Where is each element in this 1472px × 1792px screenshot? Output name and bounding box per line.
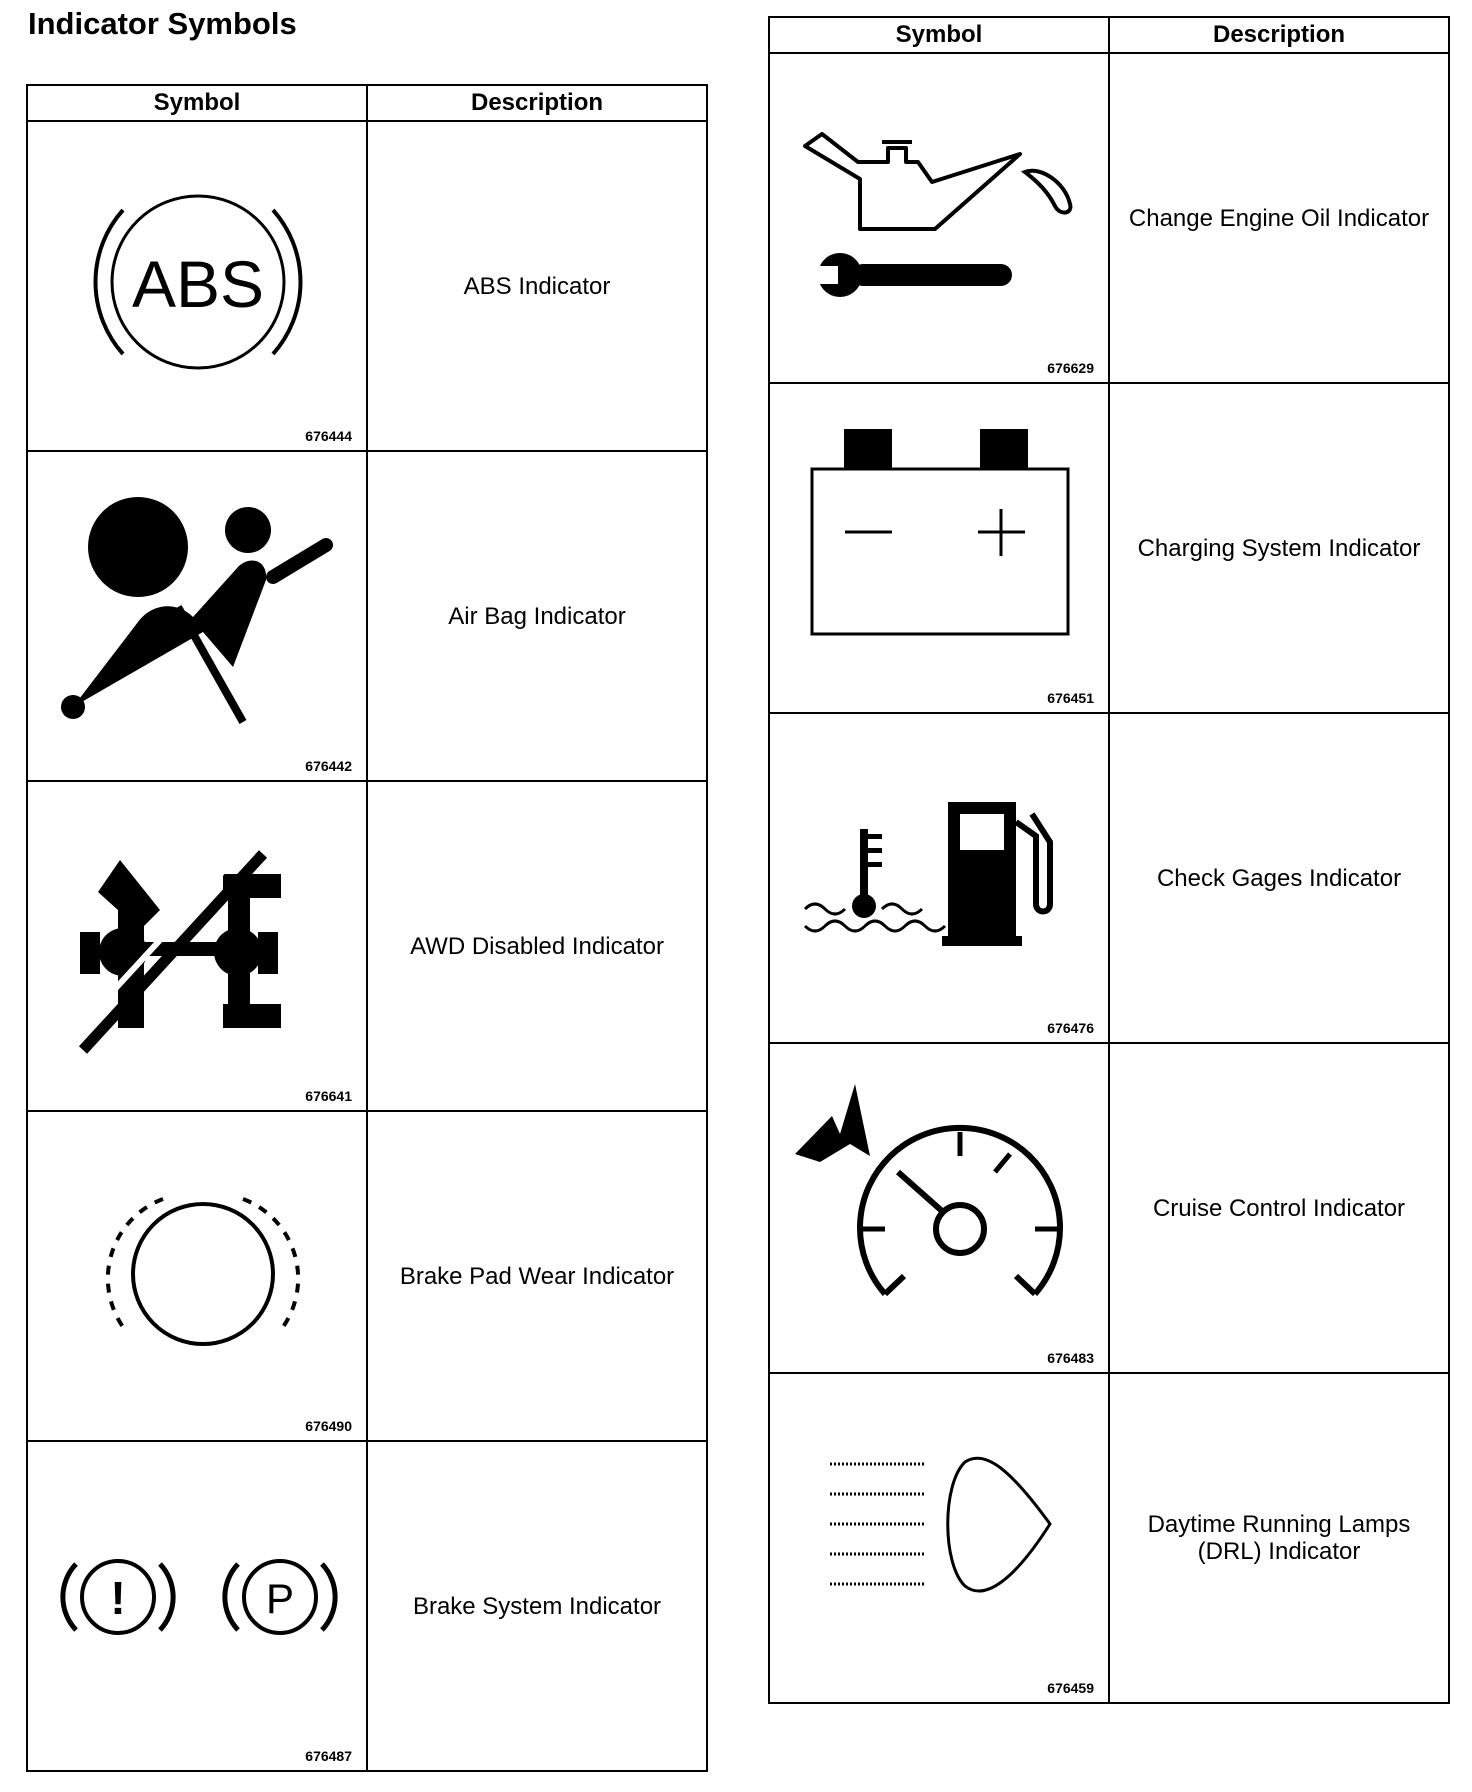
page-title: Indicator Symbols [28, 6, 297, 41]
abs-icon-text: ABS [131, 247, 265, 321]
indicator-table-left [26, 84, 708, 1772]
awd-disabled-icon [28, 782, 368, 1110]
symbol-cell [27, 121, 367, 451]
figure-code: 676483 [1047, 1350, 1094, 1366]
figure-code: 676629 [1047, 360, 1094, 376]
drl-icon [770, 1374, 1110, 1702]
figure-code: 676490 [305, 1418, 352, 1434]
table-row [769, 713, 1449, 1043]
symbol-cell [27, 451, 367, 781]
symbol-header: Symbol [769, 17, 1109, 53]
description-cell: Air Bag Indicator [367, 451, 707, 781]
brake-pad-wear-icon [28, 1112, 368, 1440]
table-row [769, 1043, 1449, 1373]
description-cell: Check Gages Indicator [1109, 713, 1449, 1043]
symbol-cell [27, 1441, 367, 1771]
charging-system-icon [770, 384, 1110, 712]
figure-code: 676442 [305, 758, 352, 774]
description-cell: Brake Pad Wear Indicator [367, 1111, 707, 1441]
parking-icon-text: P [265, 1575, 295, 1622]
air-bag-icon [28, 452, 368, 780]
table-row [27, 121, 707, 451]
description-cell: ABS Indicator [367, 121, 707, 451]
symbol-cell [769, 383, 1109, 713]
figure-code: 676487 [305, 1748, 352, 1764]
symbol-cell [27, 781, 367, 1111]
indicator-table-right [768, 16, 1450, 1704]
abs-icon [28, 122, 368, 450]
table-row [27, 1441, 707, 1771]
figure-code: 676459 [1047, 1680, 1094, 1696]
table-row [769, 383, 1449, 713]
table-row [27, 451, 707, 781]
table-row [27, 1111, 707, 1441]
table-row [769, 1373, 1449, 1703]
description-cell: Charging System Indicator [1109, 383, 1449, 713]
description-cell: Change Engine Oil Indicator [1109, 53, 1449, 383]
description-header: Description [367, 85, 707, 121]
symbol-cell [769, 713, 1109, 1043]
figure-code: 676451 [1047, 690, 1094, 706]
figure-code: 676476 [1047, 1020, 1094, 1036]
figure-code: 676444 [305, 428, 352, 444]
check-gages-icon [770, 714, 1110, 1042]
table-row [769, 53, 1449, 383]
description-cell: Brake System Indicator [367, 1441, 707, 1771]
description-cell: Daytime Running Lamps (DRL) Indicator [1109, 1373, 1449, 1703]
symbol-cell [27, 1111, 367, 1441]
figure-code: 676641 [305, 1088, 352, 1104]
description-cell: AWD Disabled Indicator [367, 781, 707, 1111]
table-header-row [27, 85, 707, 121]
table-row [27, 781, 707, 1111]
exclamation-icon-text: ! [110, 1572, 126, 1624]
change-engine-oil-icon [770, 54, 1110, 382]
brake-system-icon [28, 1442, 368, 1770]
description-header: Description [1109, 17, 1449, 53]
description-cell: Cruise Control Indicator [1109, 1043, 1449, 1373]
table-header-row [769, 17, 1449, 53]
symbol-header: Symbol [27, 85, 367, 121]
cruise-control-icon [770, 1044, 1110, 1372]
symbol-cell [769, 1373, 1109, 1703]
symbol-cell [769, 1043, 1109, 1373]
symbol-cell [769, 53, 1109, 383]
